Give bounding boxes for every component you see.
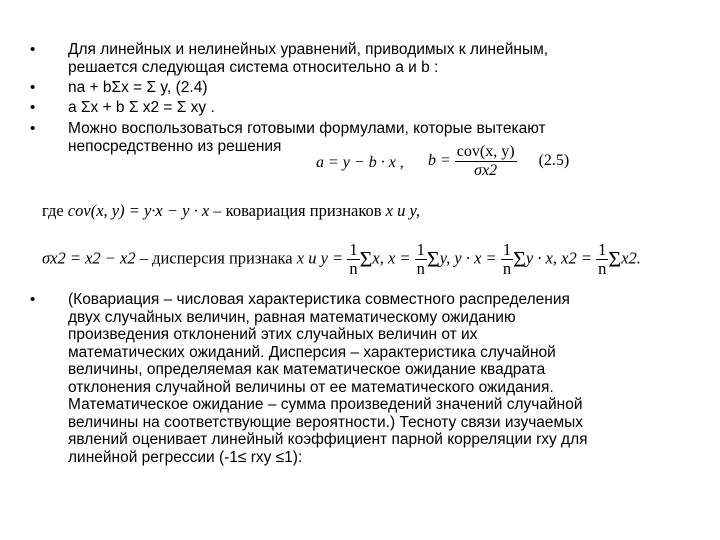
cov-where: где [42,201,64,220]
sum-sign: Σ [513,246,526,272]
formula-covariance [42,201,420,221]
bullet-marker: • [30,291,36,308]
bullet-marker: • [30,79,36,96]
cov-desc: – ковариация признаков [213,201,382,220]
bullet-text-equation-2-4: na + bΣx = Σ y, (2.4) [68,79,208,96]
sum-sign: Σ [608,246,622,272]
var-mean-y: y = [320,248,344,268]
sum-yx: y · x, [525,248,558,268]
sum-x2: x2. [621,248,641,268]
bullet-marker: • [30,99,36,116]
bullet-marker: • [30,120,36,137]
sum-y: y, [439,248,451,268]
var-mean-x2: x2 = [561,248,592,268]
sum-sign: Σ [359,246,373,272]
frac-1n: $\frac{1}{n}$ [349,240,358,278]
frac-1n: $\frac{1}{n}$ [416,240,425,278]
formula-b-fraction [455,143,517,180]
cov-lhs: cov(x, y) = y·x − y · x [67,201,210,220]
sum-sign: Σ [426,246,440,272]
bullet-text-system-intro: Для линейных и нелинейных уравнений, приводимых к линейным, решается следующая система относительно a и b : [68,41,549,76]
bullet-text-ready-formulas: Можно воспользоваться готовыми формулами, которые вытекают непосредственно из решения [68,120,546,155]
var-desc: – дисперсия признака [139,248,293,268]
formula-b-lhs: b = [428,152,451,170]
bullet-text-equation-second: a Σx + b Σ x2 = Σ xy . [68,99,215,116]
var-vars: x и [296,248,317,268]
var-mean-x: x = [387,248,411,268]
paragraph-covariance-explanation: (Ковариация – числовая характеристика совместного распределения двух случайных величин, равная математическому ожиданию произведения отклонений этих случайных величин от их математических ожиданий. Дисперсия – характеристика случайной величины, определяемая как математическое ожидание квадрата отклонения случайной величины от ее математического ожидания. Математическое ожидание – сумма произведений значений случайной величины на соответствующие вероятности.) Тесноту связи изучаемых явлений оценивает линейный коэффициент парной корреляции rxy для линейной регрессии (-1≤ rxy ≤1): [68,291,588,466]
formula-label-2-5: (2.5) [538,152,570,170]
formula-a: a = y − b · x , [316,154,404,171]
var-mean-yx: y · x = [454,248,497,268]
formula-b-denominator: σx2 [474,162,498,179]
cov-vars: x и y, [385,201,421,220]
bullet-marker: • [30,41,36,58]
formula-b [428,143,569,180]
formula-variance [42,241,641,278]
var-lhs: σx2 = x2 − x2 [42,248,136,268]
frac-1n: $\frac{1}{n}$ [598,240,607,278]
frac-1n: $\frac{1}{n}$ [502,240,512,278]
formula-b-numerator: cov(x, y) [456,143,515,160]
sum-x: x, [372,248,384,268]
